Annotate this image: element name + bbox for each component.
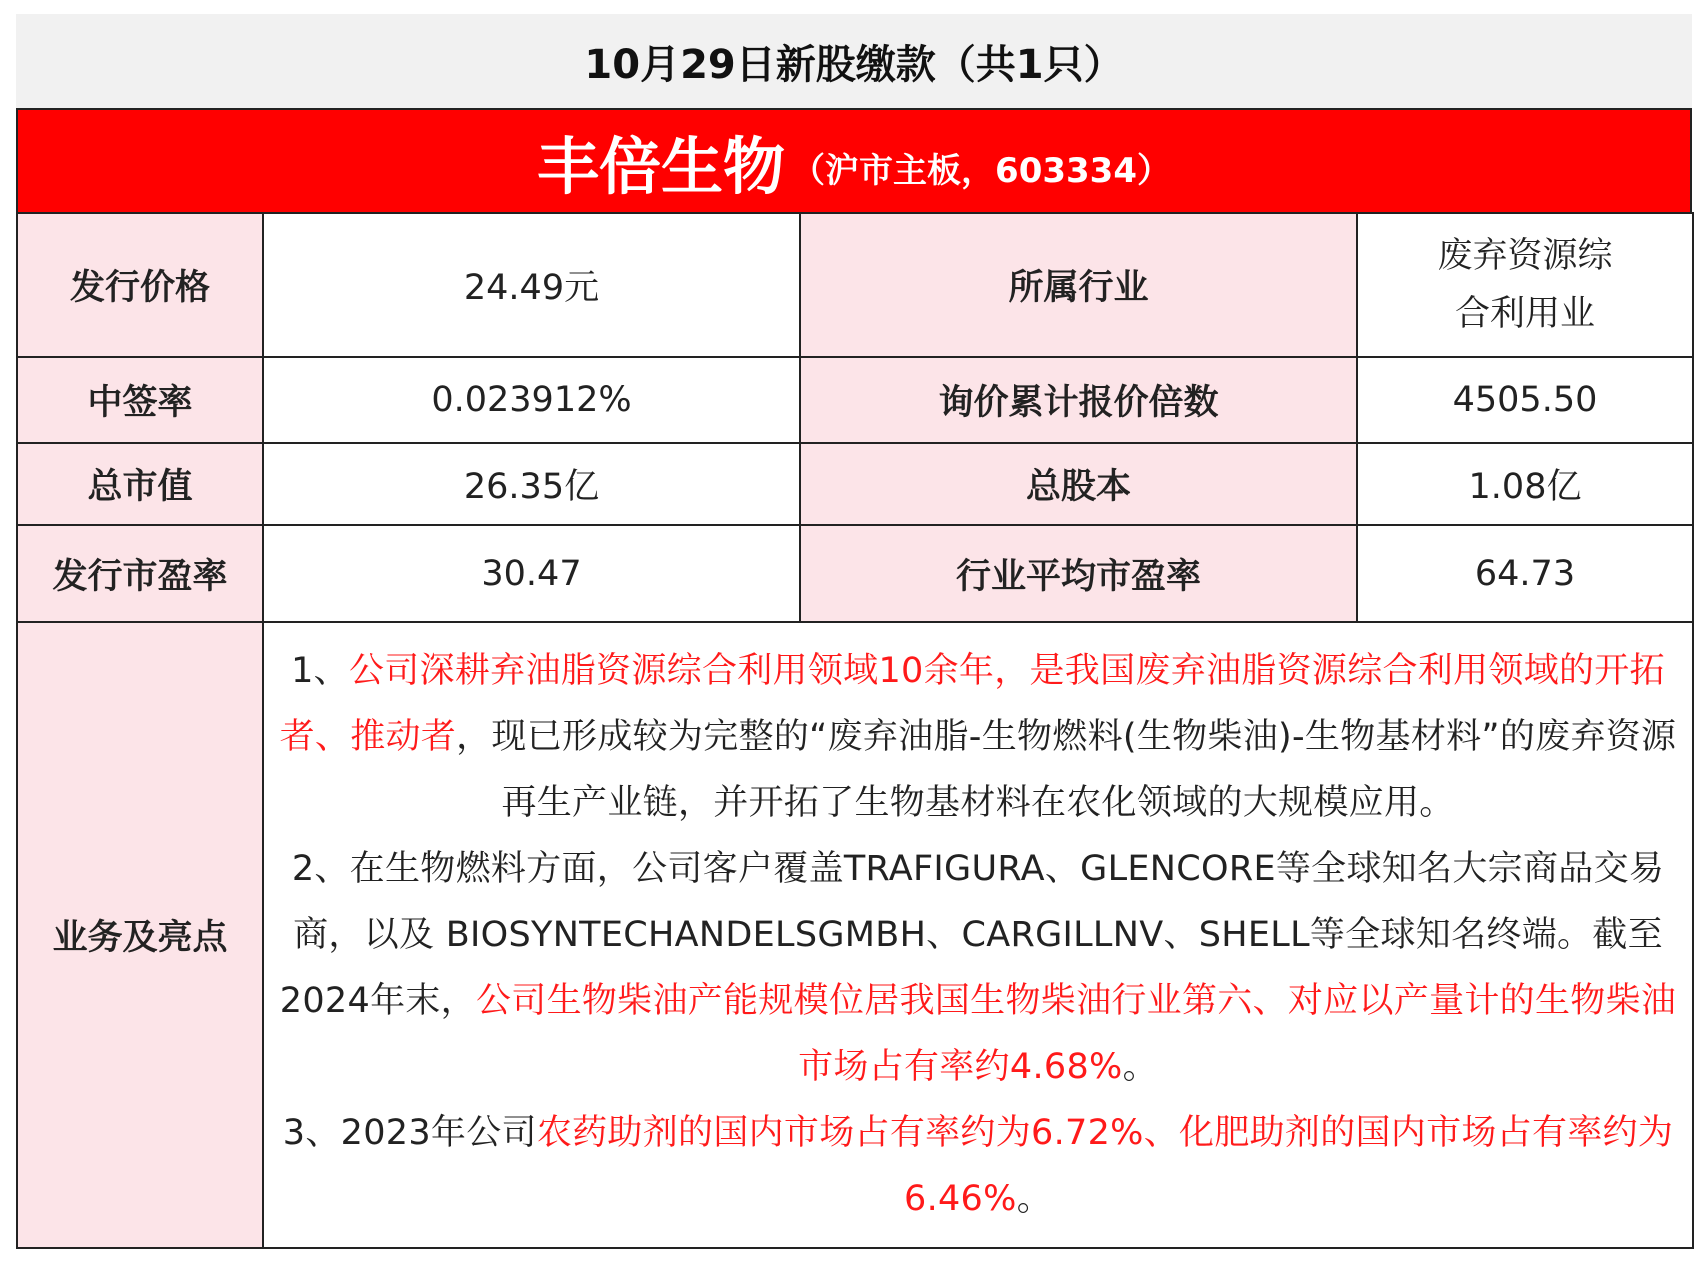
highlight-2-suffix: 。 — [1122, 1047, 1158, 1087]
table-row — [17, 443, 1693, 525]
table-row — [17, 213, 1693, 357]
info-table — [16, 212, 1694, 1249]
highlight-2-red: 公司生物柴油产能规模位居我国生物柴油行业第六、对应以产量计的生物柴油市场占有率约4.68% — [475, 981, 1677, 1087]
company-name: 丰倍生物 — [537, 129, 786, 203]
page-title: 10月29日新股缴款（共1只） — [16, 14, 1692, 108]
label-market-cap: 总市值 — [17, 443, 263, 525]
value-issue-price: 24.49元 — [263, 213, 800, 357]
table-row — [17, 525, 1693, 622]
table-row — [17, 357, 1693, 443]
highlight-1-red: 公司深耕弃油脂资源综合利用领域10余年，是我国废弃油脂资源综合利用领域的开拓者、推动者 — [279, 651, 1665, 757]
label-issue-price: 发行价格 — [17, 213, 263, 357]
label-winning-rate: 中签率 — [17, 357, 263, 443]
value-issue-pe: 30.47 — [263, 525, 800, 622]
value-industry-line1: 废弃资源综 — [1437, 236, 1613, 276]
value-market-cap: 26.35亿 — [263, 443, 800, 525]
value-winning-rate: 0.023912% — [263, 357, 800, 443]
value-total-shares: 1.08亿 — [1357, 443, 1693, 525]
highlight-3-prefix: 3、2023年公司 — [282, 1113, 537, 1153]
business-highlights — [263, 622, 1693, 1248]
label-industry-pe: 行业平均市盈率 — [800, 525, 1357, 622]
company-banner — [16, 108, 1692, 212]
label-issue-pe: 发行市盈率 — [17, 525, 263, 622]
highlight-1-rest: ，现已形成较为完整的“废弃油脂-生物燃料(生物柴油)-生物基材料”的废弃资源再生产业链，并开拓了生物基材料在农化领域的大规模应用。 — [456, 717, 1677, 823]
value-bid-multiple: 4505.50 — [1357, 357, 1693, 443]
label-total-shares: 总股本 — [800, 443, 1357, 525]
label-bid-multiple: 询价累计报价倍数 — [800, 357, 1357, 443]
market-and-code: （沪市主板，603334） — [791, 150, 1171, 191]
highlight-2-prefix: 2、在生物燃料方面，公司客户覆盖TRAFIGURA、GLENCORE等全球知名大宗商品交易商，以及 BIOSYNTECHANDELSGMBH、CARGILLNV、SHELL等全球知名终端。截至2024年末， — [279, 849, 1665, 1021]
highlight-3-red: 农药助剂的国内市场占有率约为6.72%、化肥助剂的国内市场占有率约为6.46% — [536, 1113, 1674, 1219]
highlight-paragraph-3 — [264, 1100, 1692, 1232]
label-business: 业务及亮点 — [17, 622, 263, 1248]
highlight-3-suffix: 。 — [1016, 1179, 1052, 1219]
highlight-paragraph-2 — [264, 836, 1692, 1100]
value-industry-line2: 合利用业 — [1454, 294, 1595, 334]
table-row — [17, 622, 1693, 1248]
highlight-paragraph-1 — [264, 638, 1692, 836]
value-industry — [1357, 213, 1693, 357]
ipo-info-sheet — [16, 14, 1692, 1249]
value-industry-pe: 64.73 — [1357, 525, 1693, 622]
label-industry: 所属行业 — [800, 213, 1357, 357]
highlight-1-prefix: 1、 — [291, 651, 349, 691]
